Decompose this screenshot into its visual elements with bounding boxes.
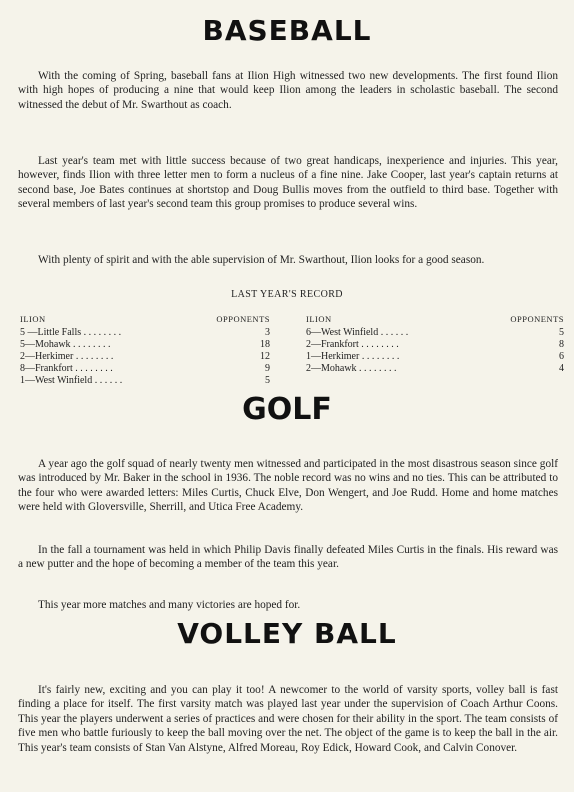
baseball-paragraph-2: Last year's team met with little success because of two great handicaps, inexperience and injuries. This year, however, finds Ilion with three letter men to form a nucleus of a fine nine. Jake Cooper, last year's captain returns at second base, Joe Bates continues at shortstop and Doug Bullis moves from the outfield to third base. Together with several members of last year's second team this group promises to produce several wins. bbox=[18, 155, 558, 211]
ilion-column-header: ILION bbox=[306, 314, 332, 324]
game-label: 5 —Little Falls . . . . . . . . bbox=[20, 326, 122, 338]
record-caption: LAST YEAR'S RECORD bbox=[231, 289, 343, 300]
game-label: 5—Mohawk . . . . . . . . bbox=[20, 338, 111, 350]
opponent-score: 3 bbox=[265, 326, 270, 338]
opponent-score: 18 bbox=[260, 338, 270, 350]
opponent-score: 4 bbox=[559, 362, 564, 374]
record-table-right bbox=[306, 314, 564, 375]
record-row bbox=[306, 351, 564, 363]
golf-paragraph-1: A year ago the golf squad of nearly twenty men witnessed and participated in the most disastrous season since golf was introduced by Mr. Baker in the school in 1936. The noble record was no wins and no ties. This can be attributed to the four who were awarded letters: Miles Curtis, Chuck Elve, Don Wengert, and Joe Rudd. Home and home matches were held with Gloversville, Sherrill, and Utica Free Academy. bbox=[18, 458, 558, 514]
opponent-score: 5 bbox=[559, 326, 564, 338]
golf-heading: GOLF bbox=[242, 392, 332, 427]
opponent-score: 9 bbox=[265, 362, 270, 374]
golf-paragraph-3: This year more matches and many victories are hoped for. bbox=[38, 599, 301, 611]
baseball-paragraph-1: With the coming of Spring, baseball fans at Ilion High witnessed two new developments. The first found Ilion with high hopes of producing a nine that would keep Ilion among the leaders in scholastic baseball. The second witnessed the debut of Mr. Swarthout as coach. bbox=[18, 70, 558, 111]
game-label: 1—West Winfield . . . . . . bbox=[20, 374, 123, 386]
record-row bbox=[20, 375, 270, 387]
opponent-score: 5 bbox=[265, 374, 270, 386]
record-row bbox=[20, 327, 270, 339]
record-header-left bbox=[20, 314, 270, 326]
golf-paragraph-2: In the fall a tournament was held in which Philip Davis finally defeated Miles Curtis in the finals. His reward was a new putter and the hope of becoming a member of the team this year. bbox=[18, 544, 558, 571]
game-label: 1—Herkimer . . . . . . . . bbox=[306, 350, 400, 362]
record-row bbox=[20, 339, 270, 351]
game-label: 2—Mohawk . . . . . . . . bbox=[306, 362, 397, 374]
record-row bbox=[306, 339, 564, 351]
opponents-column-header: OPPONENTS bbox=[216, 314, 270, 324]
game-label: 2—Herkimer . . . . . . . . bbox=[20, 350, 114, 362]
opponent-score: 6 bbox=[559, 350, 564, 362]
record-row bbox=[306, 363, 564, 375]
game-label: 6—West Winfield . . . . . . bbox=[306, 326, 409, 338]
opponent-score: 8 bbox=[559, 338, 564, 350]
record-table-left bbox=[20, 314, 270, 386]
volleyball-heading: VOLLEY BALL bbox=[177, 617, 397, 650]
baseball-paragraph-3: With plenty of spirit and with the able supervision of Mr. Swarthout, Ilion looks for a good season. bbox=[38, 254, 485, 266]
volleyball-paragraph-1: It's fairly new, exciting and you can play it too! A newcomer to the world of varsity sports, volley ball is fast finding a place for itself. The first varsity match was played last year under the supervision of Coach Arthur Coons. This year the players underwent a series of practices and were chosen for their ability in the sport. The team consists of five men who battle furiously to keep the ball moving over the net. The object of the game is to keep the ball in the air. This year's team consists of Stan Van Alstyne, Alfred Moreau, Roy Edick, Howard Cook, and Calvin Conover. bbox=[18, 684, 558, 754]
baseball-heading: BASEBALL bbox=[202, 14, 372, 47]
game-label: 2—Frankfort . . . . . . . . bbox=[306, 338, 399, 350]
ilion-column-header: ILION bbox=[20, 314, 46, 324]
opponent-score: 12 bbox=[260, 350, 270, 362]
record-header-right bbox=[306, 314, 564, 326]
opponents-column-header: OPPONENTS bbox=[510, 314, 564, 324]
record-row bbox=[306, 327, 564, 339]
record-row bbox=[20, 363, 270, 375]
record-row bbox=[20, 351, 270, 363]
game-label: 8—Frankfort . . . . . . . . bbox=[20, 362, 113, 374]
